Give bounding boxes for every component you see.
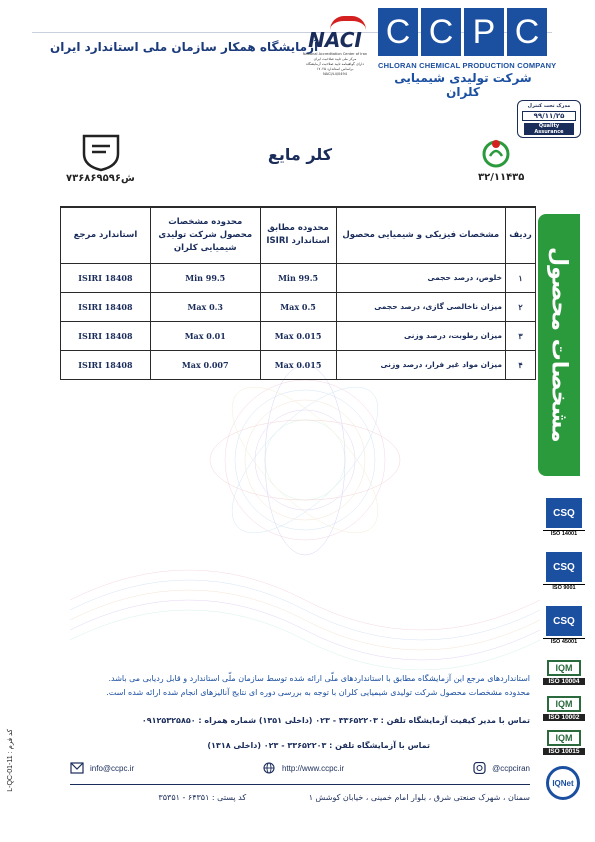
cell-index: ۲ — [506, 292, 536, 321]
controlled-document-stamp — [517, 100, 581, 138]
cell-isiri: Max 0.015 — [260, 350, 336, 379]
cert-iso-10004 — [543, 660, 585, 685]
website-text: http://www.ccpc.ir — [281, 763, 345, 773]
website-link[interactable] — [262, 762, 344, 774]
stamp-title: مدرک تحت کنترل — [527, 103, 571, 109]
naci-line-3: NACI/L4/0494 — [323, 72, 347, 76]
table-header-row — [61, 207, 536, 263]
iqnet-seal-icon: IQNet — [546, 766, 580, 800]
stamp-date: ۹۹/۱۱/۲۵ — [522, 111, 576, 121]
header-company-range: محدوده مشخصات محصول شرکت تولیدی شیمیایی کلران — [150, 207, 260, 263]
cert-iso-14001 — [543, 498, 585, 537]
instagram-icon — [472, 762, 486, 774]
lab-title: آزمایشگاه همکار سازمان ملی استاندارد ایران — [50, 40, 319, 54]
product-title: کلر مایع — [267, 145, 333, 164]
logo-letter-3: P — [464, 8, 504, 56]
footer-divider — [70, 784, 530, 785]
table-row — [61, 292, 536, 321]
cell-isiri: Max 0.5 — [260, 292, 336, 321]
company-logo — [378, 8, 557, 99]
company-name-fa: شرکت تولیدی شیمیایی کلران — [394, 71, 532, 99]
cell-isiri: Min 99.5 — [260, 263, 336, 292]
cell-company: Min 99.5 — [150, 263, 260, 292]
note-line-2: محدوده مشخصات محصول شرکت تولیدی شیمیایی کلران با توجه به بررسی دوره ای نتایج آنالیزهای انجام شده ارائه شده است. — [106, 688, 530, 697]
cell-company: Max 0.01 — [150, 321, 260, 350]
specification-table — [60, 206, 536, 380]
csq-logo-icon: CSQ — [546, 552, 582, 582]
company-name-en: CHLORAN CHEMICAL PRODUCTION COMPANY — [378, 61, 557, 70]
header-reference: استاندارد مرجع — [61, 207, 151, 263]
iran-standard-mark-icon — [78, 128, 124, 174]
csq-logo-icon: CSQ — [546, 606, 582, 636]
email-text: info@ccpc.ir — [90, 763, 135, 773]
quality-manager-contact: تماس با مدیر کیفیت آزمایشگاه تلفن : ۳۳۶۵۲۲۰۳ - ۰۲۳ (داخلی ۱۳۵۱) شماره همراه : ۰۹۱۲۵۳۲۵۸۵۰ — [141, 716, 530, 725]
table-row — [61, 350, 536, 379]
cell-reference: ISIRI 18408 — [61, 321, 151, 350]
csq-logo-icon: CSQ — [546, 498, 582, 528]
iqm-logo-icon: IQM — [547, 696, 581, 712]
form-code-wrap — [4, 700, 18, 820]
cert-iso-9001 — [543, 552, 585, 591]
cert-label: ISO 14001 — [543, 530, 585, 537]
reference-note — [70, 672, 530, 700]
cell-company: Max 0.007 — [150, 350, 260, 379]
logo-letter-1: C — [378, 8, 418, 56]
contact-links — [70, 762, 530, 774]
address-text: سمنان ، شهرک صنعتی شرق ، بلوار امام خمینی ، خیابان کوشش ۱ — [308, 793, 530, 802]
cell-property: خلوص، درصد حجمی — [336, 263, 506, 292]
stamp-label: Quality Assurance — [524, 123, 574, 135]
envelope-icon — [70, 762, 84, 774]
naci-arc-icon — [330, 16, 366, 30]
naci-line-1: دارای گواهینامه تایید صلاحیت آزمایشگاه — [306, 62, 364, 66]
cell-index: ۱ — [506, 263, 536, 292]
cert-iso-10002 — [543, 696, 585, 721]
cell-reference: ISIRI 18408 — [61, 263, 151, 292]
health-license-icon — [480, 136, 512, 170]
instagram-text: @ccpciran — [492, 763, 530, 773]
side-tab-label-wrap — [538, 214, 580, 476]
iqm-logo-icon: IQM — [547, 730, 581, 746]
naci-subtitle-fa: مرکز ملی تایید صلاحیت ایران — [313, 57, 357, 61]
naci-line-2: براساس استاندارد ۱۷۰۲۵ — [316, 67, 354, 71]
header-row-index: ردیف — [506, 207, 536, 263]
address — [70, 793, 530, 802]
cert-label: ISO 10004 — [543, 678, 585, 685]
cell-property: میزان رطوبت، درصد وزنی — [336, 321, 506, 350]
header-property: مشخصات فیزیکی و شیمیایی محصول — [336, 207, 506, 263]
naci-subtitle-en: National Accreditation Center of Iran — [302, 52, 368, 56]
cell-property: میزان ناخالصی گازی، درصد حجمی — [336, 292, 506, 321]
cert-iso-45001 — [543, 606, 585, 645]
note-line-1: استانداردهای مرجع این آزمایشگاه مطابق با استانداردهای ملّی ارائه شده توسط سازمان ملّی استاندارد و قابل ردیابی می باشد. — [108, 674, 530, 683]
iqm-logo-icon: IQM — [547, 660, 581, 676]
globe-icon — [262, 762, 276, 774]
cell-reference: ISIRI 18408 — [61, 350, 151, 379]
table-row — [61, 321, 536, 350]
cert-label: ISO 45001 — [543, 638, 585, 645]
health-license-number: ۳۲/۱۱۴۳۵ — [478, 172, 525, 183]
postal-code: کد پستی : ۶۴۳۵۱ - ۳۵۳۵۱ — [158, 793, 247, 802]
lab-contact: تماس با آزمایشگاه تلفن : ۳۳۶۵۲۲۰۳ - ۰۲۳ (داخلی ۱۳۱۸) — [207, 741, 430, 750]
cell-isiri: Max 0.015 — [260, 321, 336, 350]
cell-reference: ISIRI 18408 — [61, 292, 151, 321]
naci-logo — [300, 14, 370, 94]
cell-index: ۳ — [506, 321, 536, 350]
logo-letter-4: C — [507, 8, 547, 56]
form-code: L-QC-01-11 : کد فرم — [7, 728, 14, 792]
cell-company: Max 0.3 — [150, 292, 260, 321]
standard-mark-number: ش۷۳۶۸۶۹۵۹۶ — [66, 173, 135, 184]
cert-label: ISO 10002 — [543, 714, 585, 721]
guilloche-watermark — [70, 340, 540, 670]
cell-index: ۴ — [506, 350, 536, 379]
header-isiri-range: محدوده مطابق استاندارد ISIRI — [260, 207, 336, 263]
table-row — [61, 263, 536, 292]
instagram-link[interactable] — [472, 762, 530, 774]
cert-label: ISO 10015 — [543, 748, 585, 755]
side-tab-label: مشخصات محصول — [546, 247, 572, 443]
cert-iso-10015 — [543, 730, 585, 755]
cell-property: میزان مواد غیر فرار، درصد وزنی — [336, 350, 506, 379]
email-link[interactable] — [70, 762, 134, 774]
logo-letter-2: C — [421, 8, 461, 56]
cert-label: ISO 9001 — [543, 584, 585, 591]
naci-wordmark: NACI — [308, 28, 362, 52]
